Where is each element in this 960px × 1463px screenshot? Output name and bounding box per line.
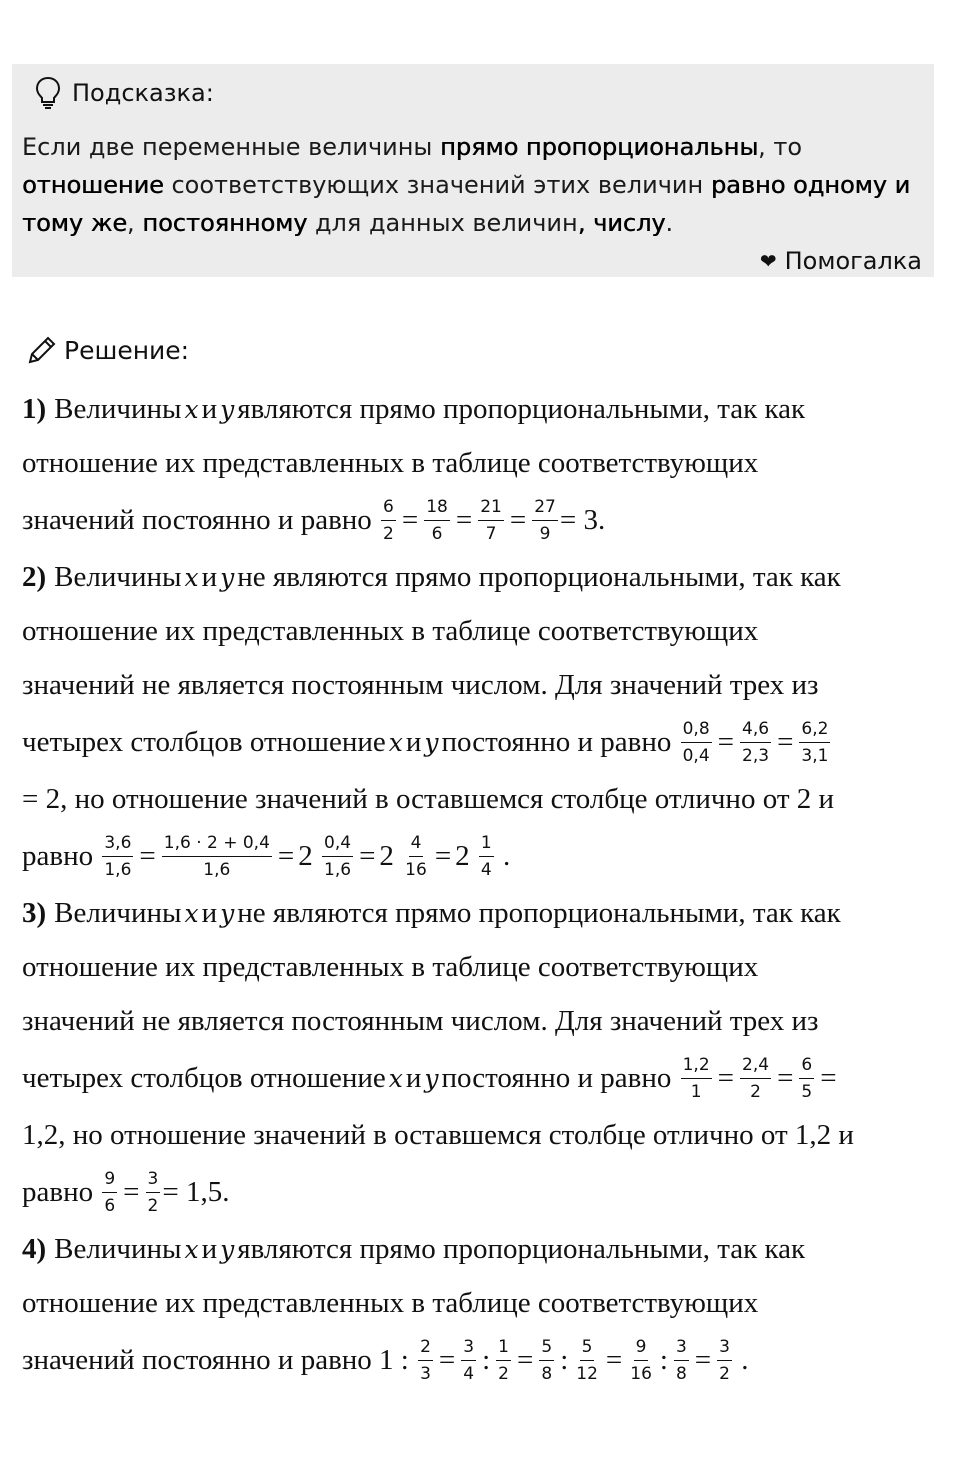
solution-line [22,772,927,826]
solution-body [22,382,927,1390]
solution-title: Решение: [64,335,190,365]
text: и [201,560,218,593]
text: и [405,1061,422,1094]
hint-title: Подсказка: [72,79,214,107]
fraction: $\frac{9}{16}$ [630,1336,652,1384]
hint-text-part: . [665,209,674,237]
fraction: $\frac{2,4}{2}$ [742,1054,770,1102]
fraction: $\frac{1}{2}$ [498,1336,509,1384]
hint-bold: прямо пропорциональны [440,133,759,161]
text: значений не является постоянным числом. Для значений трех из [22,1004,819,1037]
text: постоянно и равно [441,1061,672,1094]
fraction: $\frac{5}{12}$ [576,1336,598,1384]
fraction: $\frac{4,6}{2,3}$ [742,718,770,766]
fraction: $\frac{1,6 \cdot 2 + 0,4}{1,6}$ [163,832,270,880]
item-number: 4) [22,1232,47,1265]
hint-bold: отношение [22,171,164,199]
text: 2 [298,839,313,872]
hint-text-part: , то [758,133,803,161]
fraction: $\frac{4}{16}$ [405,832,427,880]
text: . [741,1343,749,1376]
fraction: $\frac{6,2}{3,1}$ [801,718,829,766]
text: равно [22,839,94,872]
var-x: x [184,394,199,424]
text: являются прямо пропорциональными, так как [237,392,806,425]
fraction: $\frac{6}{2}$ [383,496,394,544]
hint-text [22,128,927,242]
text: Величины [54,560,182,593]
item-number: 2) [22,560,47,593]
fraction: $\frac{5}{8}$ [541,1336,553,1384]
solution-line [22,382,927,436]
solution-line [22,550,927,604]
solution-line [22,436,927,490]
lightbulb-icon [34,76,62,110]
text: 2 [379,839,394,872]
text: и [201,896,218,929]
solution-line [22,886,927,940]
text: 2 [455,839,470,872]
text: являются прямо пропорциональными, так как [237,1232,806,1265]
text: значений постоянно и равно [22,503,372,536]
fraction: $\frac{3,6}{1,6}$ [104,832,132,880]
text: Величины [54,1232,182,1265]
var-y: y [424,727,439,757]
var-x: x [184,898,199,928]
hint-bold: постоянному [142,209,308,237]
text: и [201,1232,218,1265]
var-x: x [184,562,199,592]
fraction: $\frac{0,4}{1,6}$ [324,832,352,880]
fraction: $\frac{9}{6}$ [104,1168,116,1216]
text: отношение их представленных в таблице соответствующих [22,446,759,479]
hint-text-part: соответствующих значений этих величин [163,171,711,199]
var-x: x [388,1063,403,1093]
hint-header [34,76,214,110]
hint-footer[interactable] [760,247,922,275]
text: = 2, но отношение значений в оставшемся столбце отлично от 2 и [22,782,835,815]
solution-line: четырех столбцов отношение x и y постоянно и равно $\frac{1,2}{1}$ = $\frac{2,4}{2}$ = $\frac{6}{5}$ = [22,1054,837,1102]
fraction: $\frac{18}{6}$ [426,496,448,544]
solution-line [22,604,927,658]
fraction: $\frac{1,2}{1}$ [682,1054,710,1102]
fraction: $\frac{21}{7}$ [480,496,502,544]
text: = 1,5. [162,1175,230,1208]
var-x: x [388,727,403,757]
text: и [201,392,218,425]
text: четырех столбцов отношение [22,1061,386,1094]
text: = 3. [559,503,606,536]
text: Величины [54,392,182,425]
fraction: $\frac{27}{9}$ [534,496,556,544]
hint-box [12,64,934,277]
text: постоянно и равно [441,725,672,758]
solution-line: четырех столбцов отношение x и y постоянно и равно $\frac{0,8}{0,4}$ = $\frac{4,6}{2,3}$ = $\frac{6,2}{3,1}$ [22,718,829,766]
solution-line: равно $\frac{9}{6}$ = $\frac{3}{2}$ = 1,5. [22,1168,230,1216]
solution-line: значений постоянно и равно $\frac{6}{2}$ = $\frac{18}{6}$ = $\frac{21}{7}$ = $\frac{27}{9}$ = 3. [22,496,606,544]
var-x: x [184,1234,199,1264]
hint-text-part: , [127,209,143,237]
text: отношение их представленных в таблице соответствующих [22,614,759,647]
text: отношение их представленных в таблице соответствующих [22,950,759,983]
fraction: $\frac{3}{2}$ [719,1336,730,1384]
solution-line: значений постоянно и равно 1 : $\frac{2}{3}$ = $\frac{3}{4}$ : $\frac{1}{2}$ = $\frac{5}{8}$ : $\frac{5}{12}$ = $\frac{9}{16}$ : $\frac{3}{8}$ = $\frac{3}{2}$ . [22,1336,749,1384]
var-y: y [220,1234,235,1264]
text: равно [22,1175,94,1208]
solution-line [22,1222,927,1276]
text: отношение их представленных в таблице соответствующих [22,1286,759,1319]
text: . [503,839,511,872]
text: и [405,725,422,758]
hint-bold: равно одному и тому же [22,171,911,237]
solution-line [22,658,927,712]
fraction: $\frac{3}{8}$ [675,1336,687,1384]
item-number: 1) [22,392,47,425]
var-y: y [220,394,235,424]
solution-line [22,1276,927,1330]
pencil-icon [26,334,58,366]
var-y: y [220,898,235,928]
text: значений постоянно и равно 1 : [22,1343,409,1376]
hint-text-part: Если две переменные величины [22,133,441,161]
item-number: 3) [22,896,47,929]
hint-bold: , числу [577,209,666,237]
solution-header [26,334,189,366]
text: значений не является постоянным числом. Для значений трех из [22,668,819,701]
solution-line [22,994,927,1048]
var-y: y [220,562,235,592]
text: не являются прямо пропорциональными, так как [237,560,841,593]
fraction: $\frac{1}{4}$ [480,832,492,880]
solution-line [22,1108,927,1162]
heart-icon: ❤ [759,249,777,273]
fraction: $\frac{3}{4}$ [463,1336,475,1384]
fraction: $\frac{2}{3}$ [420,1336,431,1384]
hint-footer-label[interactable]: Помогалка [784,247,922,275]
solution-line: равно $\frac{3,6}{1,6}$ = $\frac{1,6 \cdot 2 + 0,4}{1,6}$ = 2 $\frac{0,4}{1,6}$ = 2 $\frac{4}{16}$ = 2 $\frac{1}{4}$ . [22,832,511,880]
text: Величины [54,896,182,929]
text: 1,2, но отношение значений в оставшемся столбце отлично от 1,2 и [22,1118,854,1151]
solution-line [22,940,927,994]
var-y: y [424,1063,439,1093]
hint-text-part: для данных величин [307,209,578,237]
fraction: $\frac{6}{5}$ [801,1054,813,1102]
fraction: $\frac{3}{2}$ [147,1168,159,1216]
text: не являются прямо пропорциональными, так как [237,896,841,929]
text: четырех столбцов отношение [22,725,386,758]
fraction: $\frac{0,8}{0,4}$ [682,718,710,766]
